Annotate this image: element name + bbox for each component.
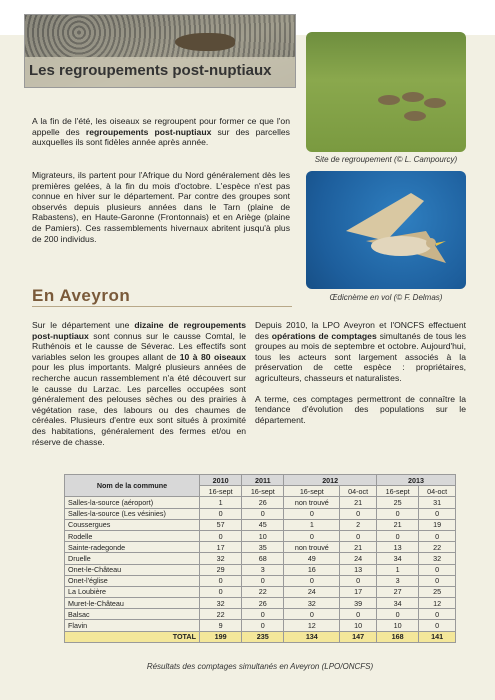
count-cell: 9: [200, 620, 242, 631]
count-cell: 0: [284, 575, 340, 586]
total-cell: 199: [200, 631, 242, 642]
count-cell: 45: [242, 519, 284, 530]
count-cell: 13: [376, 542, 418, 553]
count-cell: 32: [200, 598, 242, 609]
count-cell: 10: [242, 530, 284, 541]
count-cell: 16: [284, 564, 340, 575]
count-cell: 3: [376, 575, 418, 586]
count-cell: 0: [242, 609, 284, 620]
count-cell: 25: [419, 586, 456, 597]
page-title: Les regroupements post-nuptiaux: [29, 62, 272, 79]
count-cell: 0: [284, 609, 340, 620]
count-cell: 1: [376, 564, 418, 575]
count-cell: 22: [200, 609, 242, 620]
table-row: [65, 598, 456, 609]
count-cell: 34: [376, 598, 418, 609]
count-cell: 0: [242, 575, 284, 586]
count-cell: 24: [340, 553, 377, 564]
header-date: 04-oct: [340, 486, 377, 497]
count-cell: 49: [284, 553, 340, 564]
header-year-2012: 2012: [284, 475, 377, 486]
count-cell: 0: [284, 530, 340, 541]
count-cell: 27: [376, 586, 418, 597]
photo2-caption: Œdicnème en vol (© F. Delmas): [329, 293, 443, 302]
header-date: 16-sept: [200, 486, 242, 497]
count-cell: 0: [419, 508, 456, 519]
count-cell: 1: [284, 519, 340, 530]
count-cell: 22: [419, 542, 456, 553]
column-2-text: Depuis 2010, la LPO Aveyron et l'ONCFS effectuent des opérations de comptages simultanés de tous les groupes au mois de septembre et octobre. Aujourd'hui, tous les acteurs sont largement associés à la préservation de cette espèce : propriétaires, agriculteurs, chasseurs et naturalistes. A terme, ces comptages permettront de connaître la tendance d'évolution des populations sur le département.: [255, 320, 467, 425]
bird-illustration: [175, 33, 235, 51]
total-cell: 235: [242, 631, 284, 642]
count-cell: 31: [419, 497, 456, 508]
intro-paragraph-1: A la fin de l'été, les oiseaux se regroupent pour former ce que l'on appelle des regroupements post-nuptiaux sur des parcelles auxquelles ils sont fidèles année après année.: [32, 116, 290, 148]
count-cell: 0: [200, 530, 242, 541]
count-cell: 0: [419, 609, 456, 620]
count-cell: 26: [242, 598, 284, 609]
total-cell: 147: [340, 631, 377, 642]
count-cell: 0: [340, 575, 377, 586]
table-row: [65, 542, 456, 553]
count-cell: 10: [376, 620, 418, 631]
count-cell: 17: [340, 586, 377, 597]
count-cell: 0: [242, 620, 284, 631]
count-cell: 32: [284, 598, 340, 609]
count-cell: 39: [340, 598, 377, 609]
total-cell: 141: [419, 631, 456, 642]
table-row: [65, 586, 456, 597]
header-year-2010: 2010: [200, 475, 242, 486]
count-cell: 32: [200, 553, 242, 564]
count-cell: 21: [340, 542, 377, 553]
count-cell: 24: [284, 586, 340, 597]
count-cell: 0: [376, 530, 418, 541]
count-cell: 0: [284, 508, 340, 519]
count-cell: 12: [419, 598, 456, 609]
count-cell: 0: [200, 575, 242, 586]
table-row: [65, 530, 456, 541]
photo-regroupement-site: [306, 32, 466, 152]
section-divider: [32, 306, 292, 307]
count-cell: non trouvé: [284, 542, 340, 553]
table-row: [65, 609, 456, 620]
table-row: [65, 620, 456, 631]
commune-name: Salles-la-source (aéroport): [65, 497, 200, 508]
count-cell: 2: [340, 519, 377, 530]
count-cell: 25: [376, 497, 418, 508]
commune-name: Druelle: [65, 553, 200, 564]
count-cell: 10: [340, 620, 377, 631]
intro-paragraph-2: Migrateurs, ils partent pour l'Afrique du Nord généralement dès les premières gelées, à la fin du mois d'octobre. L'espèce n'est pas connue en hiver sur le département. Par contre des groupes sont observés depuis plusieurs années dans le Tarn (plaine de Rabastens), en Haute-Garonne (Frontonnais) et en Ariège (plaine de Pamiers). Ces rassemblements hivernaux abritent jusqu'à plus de 200 individus.: [32, 170, 290, 244]
photo1-caption: Site de regroupement (© L. Campourcy): [314, 155, 458, 164]
commune-name: Salles-la-source (Les vésinies): [65, 508, 200, 519]
table-row: [65, 497, 456, 508]
count-cell: 21: [376, 519, 418, 530]
title-banner-image: [24, 14, 296, 88]
total-cell: 134: [284, 631, 340, 642]
count-cell: 22: [242, 586, 284, 597]
count-cell: 32: [419, 553, 456, 564]
section-title: En Aveyron: [32, 286, 131, 305]
commune-name: Coussergues: [65, 519, 200, 530]
total-label: TOTAL: [65, 631, 200, 642]
count-cell: 19: [419, 519, 456, 530]
count-cell: 29: [200, 564, 242, 575]
header-date: 16-sept: [284, 486, 340, 497]
table-row: [65, 508, 456, 519]
count-cell: 34: [376, 553, 418, 564]
commune-name: Sainte-radegonde: [65, 542, 200, 553]
count-cell: 0: [340, 530, 377, 541]
count-cell: 3: [242, 564, 284, 575]
count-cell: 21: [340, 497, 377, 508]
commune-name: Balsac: [65, 609, 200, 620]
header-commune: Nom de la commune: [65, 475, 200, 497]
count-cell: 35: [242, 542, 284, 553]
column-1-text: Sur le département une dizaine de regroupements post-nuptiaux sont connus sur le causse Comtal, le Ruthénois et le causse de Séverac. Les effectifs sont variables selon les groupes allant de 10 à 80 oiseaux pour les plus importants. Malgré plusieurs années de recherche aucun rassemblement n'a été découvert sur le causse du Larzac. Les parcelles occupées sont généralement des pelouses sèches ou des prairies à végétation rase, des labours ou des chaumes de céréales. Plusieurs d'entre eux sont situés à proximité des habitations, généralement des fermes et/ou en réserve de chasse.: [32, 320, 246, 447]
table-row: [65, 564, 456, 575]
photo-oedicneme-en-vol: [306, 171, 466, 289]
table-total-row: [65, 631, 456, 642]
count-cell: 0: [376, 609, 418, 620]
count-cell: 0: [419, 530, 456, 541]
count-cell: 0: [200, 508, 242, 519]
count-cell: 12: [284, 620, 340, 631]
commune-name: Onet-le-Château: [65, 564, 200, 575]
count-cell: 17: [200, 542, 242, 553]
count-cell: 0: [419, 575, 456, 586]
count-cell: 26: [242, 497, 284, 508]
counts-table: [64, 474, 456, 643]
commune-name: Onet-l'église: [65, 575, 200, 586]
header-year-2013: 2013: [376, 475, 455, 486]
header-year-2011: 2011: [242, 475, 284, 486]
table-row: [65, 553, 456, 564]
commune-name: La Loubière: [65, 586, 200, 597]
count-cell: 1: [200, 497, 242, 508]
table-caption: Résultats des comptages simultanés en Aveyron (LPO/ONCFS): [146, 662, 374, 671]
count-cell: 0: [419, 620, 456, 631]
table-row: [65, 575, 456, 586]
commune-name: Rodelle: [65, 530, 200, 541]
count-cell: 0: [419, 564, 456, 575]
commune-name: Flavin: [65, 620, 200, 631]
count-cell: non trouvé: [284, 497, 340, 508]
total-cell: 168: [376, 631, 418, 642]
count-cell: 0: [200, 586, 242, 597]
count-cell: 0: [376, 508, 418, 519]
count-cell: 68: [242, 553, 284, 564]
count-cell: 0: [340, 609, 377, 620]
header-date: 16-sept: [376, 486, 418, 497]
commune-name: Muret-le-Château: [65, 598, 200, 609]
count-cell: 57: [200, 519, 242, 530]
count-cell: 0: [242, 508, 284, 519]
count-cell: 0: [340, 508, 377, 519]
header-date: 04-oct: [419, 486, 456, 497]
table-row: [65, 519, 456, 530]
count-cell: 13: [340, 564, 377, 575]
header-date: 16-sept: [242, 486, 284, 497]
